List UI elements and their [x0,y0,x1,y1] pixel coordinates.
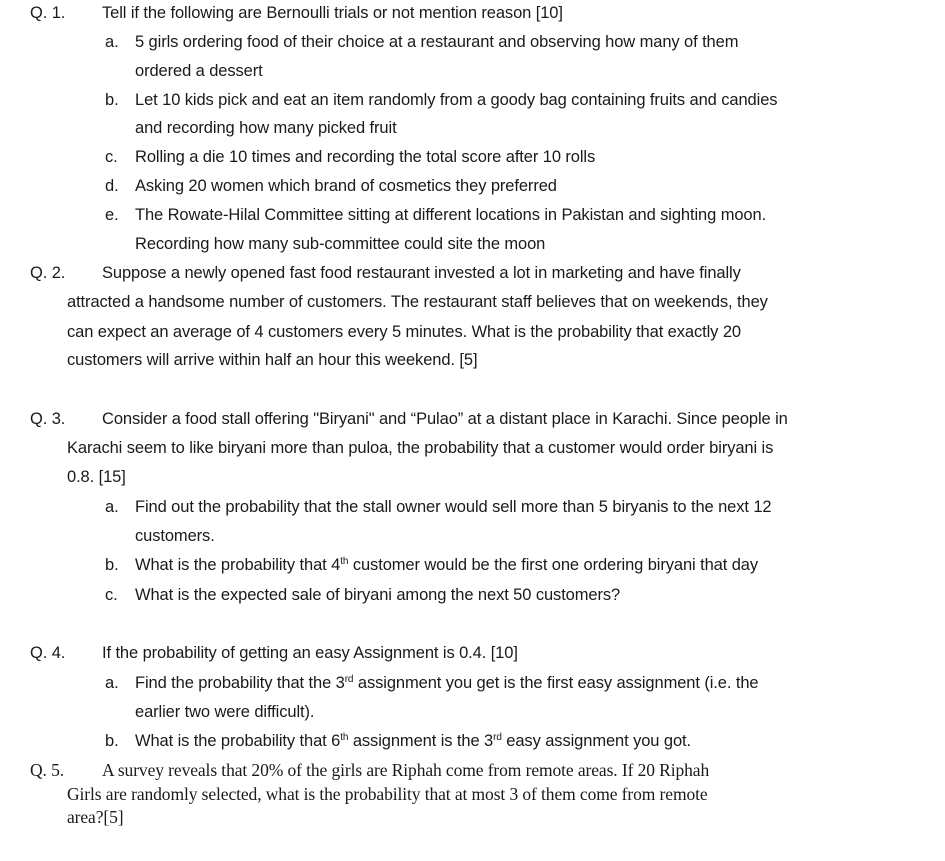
q1b-line-2: and recording how many picked fruit [135,119,397,137]
q3b-marker: b. [105,556,119,574]
q3c-text: What is the expected sale of biryani among the next 50 customers? [135,586,621,604]
q1-number: Q. 1. [30,4,66,22]
q4-prompt: If the probability of getting an easy Assignment is 0.4. [10] [102,644,518,662]
q3a-line-2: customers. [135,527,215,545]
q2-line-3: can expect an average of 4 customers every 5 minutes. What is the probability that exactly 20 [67,323,741,341]
q2-line-1: Suppose a newly opened fast food restaurant invested a lot in marketing and have finally [102,264,741,282]
q3-number: Q. 3. [30,410,66,428]
q4a-superscript: rd [344,674,354,685]
q3c-marker: c. [105,586,118,604]
q3-line-1: Consider a food stall offering "Biryani" and “Pulao” at a distant place in Karachi. Since people in [102,410,788,428]
q4b-text-after: easy assignment you got. [501,732,691,750]
q4b-text-before: What is the probability that 6 [135,732,341,750]
q1b-marker: b. [105,91,119,109]
q1c-marker: c. [105,148,118,166]
q1c-line-1: Rolling a die 10 times and recording the total score after 10 rolls [135,148,596,166]
q5-number: Q. 5. [30,760,65,780]
q1e-line-2: Recording how many sub-committee could site the moon [135,235,546,253]
q1b-line-1: Let 10 kids pick and eat an item randomly from a goody bag containing fruits and candies [135,91,778,109]
q4a-text-before: Find the probability that the 3 [135,674,345,692]
q2-line-4: customers will arrive within half an hour this weekend. [5] [67,351,478,369]
q3b-text [135,555,758,575]
q3a-line-1: Find out the probability that the stall owner would sell more than 5 biryanis to the next 12 [135,498,772,516]
q4b-text [135,731,691,751]
q4a-marker: a. [105,674,119,692]
q5-line-2: Girls are randomly selected, what is the probability that at most 3 of them come from remote [67,784,708,804]
q4b-superscript-1: th [340,732,349,743]
q4b-marker: b. [105,732,119,750]
q1a-line-2: ordered a dessert [135,62,263,80]
q3b-text-after: customer would be the first one ordering biryani that day [348,556,759,574]
q3b-text-before: What is the probability that 4 [135,556,341,574]
q2-number: Q. 2. [30,264,66,282]
q3a-marker: a. [105,498,119,516]
q5-line-3: area?[5] [67,807,124,827]
q1a-line-1: 5 girls ordering food of their choice at a restaurant and observing how many of them [135,33,739,51]
q4-number: Q. 4. [30,644,66,662]
q3-line-3: 0.8. [15] [67,468,126,486]
q4b-superscript-2: rd [493,732,502,743]
q4a-line-2: earlier two were difficult). [135,703,315,721]
q4a-text-after: assignment you get is the first easy assignment (i.e. the [353,674,759,692]
q3-line-2: Karachi seem to like biryani more than puloa, the probability that a customer would order biryani is [67,439,774,457]
q2-line-2: attracted a handsome number of customers. The restaurant staff believes that on weekends, they [67,293,768,311]
q1e-line-1: The Rowate-Hilal Committee sitting at different locations in Pakistan and sighting moon. [135,206,767,224]
q1d-marker: d. [105,177,119,195]
q4b-text-middle: assignment is the 3 [348,732,494,750]
q1d-line-1: Asking 20 women which brand of cosmetics they preferred [135,177,557,195]
q1a-marker: a. [105,33,119,51]
q5-line-1: A survey reveals that 20% of the girls are Riphah come from remote areas. If 20 Riphah [102,760,710,780]
q1e-marker: e. [105,206,119,224]
q4a-line-1 [135,673,758,693]
q1-prompt: Tell if the following are Bernoulli trials or not mention reason [10] [102,4,563,22]
q3b-superscript: th [340,556,349,567]
